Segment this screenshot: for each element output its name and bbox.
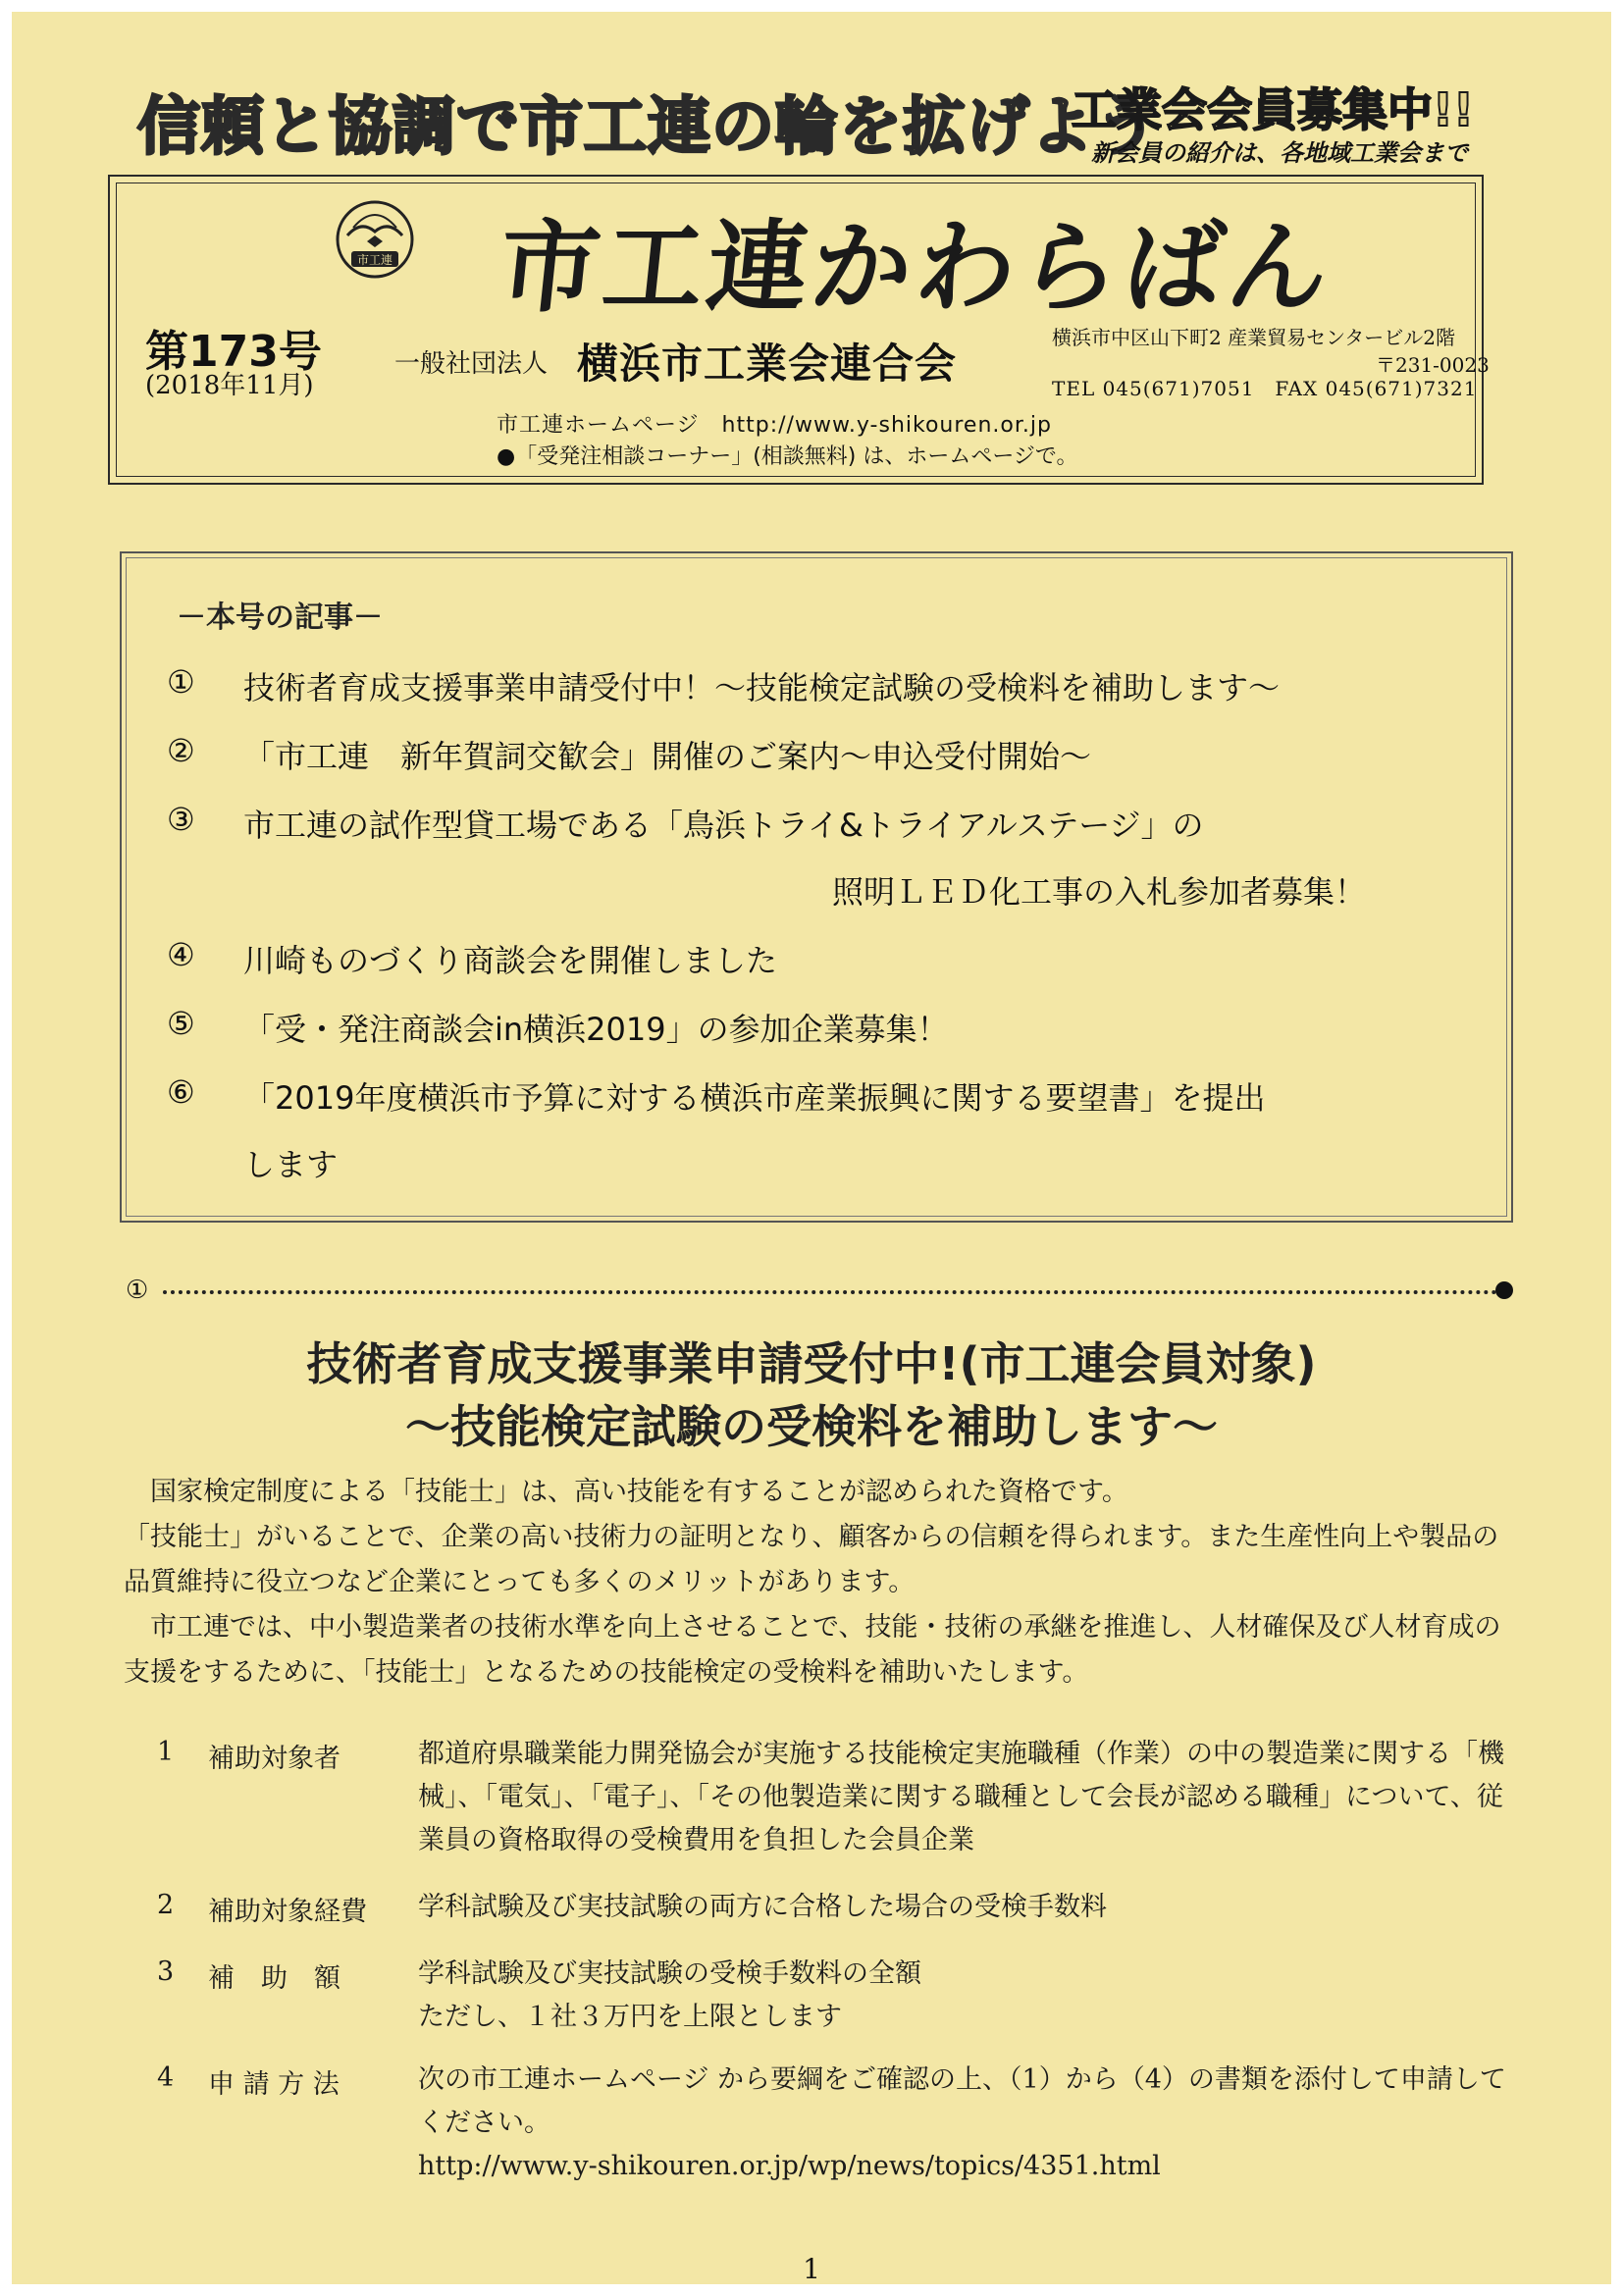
term-label: 補 助 額 — [208, 1963, 340, 1994]
homepage-link[interactable]: 市工連ホームページ http://www.y-shikouren.or.jp — [497, 413, 1052, 438]
toc-item-number: ② — [167, 732, 195, 769]
terms-url-link[interactable]: http://www.y-shikouren.or.jp/wp/news/topics/4351.html — [418, 2151, 1161, 2181]
section-divider — [163, 1290, 1497, 1294]
organization-name: 横浜市工業会連合会 — [577, 339, 958, 388]
term-label: 補助対象者 — [208, 1744, 340, 1774]
toc-item-text: 「受・発注商談会in横浜2019」の参加企業募集！ — [243, 1011, 949, 1048]
contents-title: －本号の記事－ — [177, 600, 383, 635]
toc-item-text: 照明ＬＥＤ化工事の入札参加者募集！ — [832, 873, 1367, 911]
organization-type: 一般社団法人 — [394, 349, 549, 379]
term-label: 補助対象経費 — [208, 1897, 367, 1927]
section-number: ① — [126, 1276, 149, 1305]
article-subheadline: ～技能検定試験の受検料を補助します～ — [405, 1400, 1218, 1453]
toc-item-number: ⑥ — [167, 1073, 195, 1111]
term-value: 次の市工連ホームページ から要綱をご確認の上、（1）から（4）の書類を添付して申請してください。 — [418, 2064, 1506, 2138]
page-number: 1 — [803, 2253, 820, 2285]
term-label: 申 請 方 法 — [208, 2069, 340, 2100]
member-recruit-note: 新会員の紹介は、各地域工業会まで — [1091, 139, 1468, 167]
term-number: 4 — [157, 2062, 175, 2093]
article-headline: 技術者育成支援事業申請受付中!(市工連会員対象) — [306, 1337, 1317, 1390]
term-value: 学科試験及び実技試験の受検手数料の全額 — [418, 1958, 921, 1989]
toc-item-text: します — [243, 1146, 339, 1183]
divider-end-dot — [1495, 1281, 1513, 1299]
phone-fax: TEL 045(671)7051 FAX 045(671)7321 — [1052, 377, 1478, 400]
term-value: 学科試験及び実技試験の両方に合格した場合の受検手数料 — [418, 1892, 1107, 1922]
logo-text: 市工連 — [356, 253, 393, 267]
term-number: 2 — [157, 1890, 175, 1920]
member-recruit-banner: 工業会会員募集中!! — [1072, 83, 1474, 136]
organization-address: 横浜市中区山下町2 産業貿易センタービル2階 — [1052, 326, 1456, 349]
term-number: 3 — [157, 1957, 175, 1987]
toc-item-text: 「2019年度横浜市予算に対する横浜市産業振興に関する要望書」を提出 — [243, 1079, 1266, 1117]
toc-item-number: ③ — [167, 801, 195, 838]
article-paragraph: 国家検定制度による「技能士」は、高い技能を有することが認められた資格です。 — [150, 1477, 1128, 1507]
issue-number: 第173号 — [145, 327, 322, 377]
toc-item-number: ④ — [167, 936, 195, 973]
article-body — [124, 1470, 1509, 1696]
toc-item-text: 市工連の試作型貸工場である「鳥浜トライ&トライアルステージ」の — [243, 807, 1204, 844]
toc-item-text: 川崎ものづくり商談会を開催しました — [243, 942, 778, 979]
article-paragraph: 市工連では、中小製造業者の技術水準を向上させることで、技能・技術の承継を推進し、人材確保及び人材育成の支援をするために、「技能士」となるための技能検定の受検料を補助いたします。 — [124, 1612, 1501, 1688]
consultation-note: ●「受発注相談コーナー」(相談無料) は、ホームページで。 — [497, 444, 1078, 469]
toc-item-number: ① — [167, 663, 195, 701]
newsletter-title: 市工連かわらばん — [493, 209, 1338, 327]
toc-item-number: ⑤ — [167, 1005, 195, 1042]
slogan-heading: 信頼と協調で市工連の輪を拡げよう — [137, 90, 1158, 164]
issue-date: (2018年11月) — [145, 371, 314, 400]
postal-code: 〒231-0023 — [1376, 353, 1490, 377]
toc-item-text: 技術者育成支援事業申請受付中！～技能検定試験の受検料を補助します～ — [243, 669, 1281, 706]
term-number: 1 — [157, 1737, 175, 1767]
term-value: 都道府県職業能力開発協会が実施する技能検定実施職種（作業）の中の製造業に関する「機械」、「電気」、「電子」、「その他製造業に関する職種として会長が認める職種」について、従業員の資格取得の受検費用を負担した会員企業 — [418, 1739, 1504, 1855]
toc-item-text: 「市工連 新年賀詞交歓会」開催のご案内～申込受付開始～ — [243, 738, 1092, 775]
term-value-note: ただし、１社３万円を上限とします — [418, 2002, 842, 2032]
article-paragraph: 「技能士」がいることで、企業の高い技術力の証明となり、顧客からの信頼を得られます。また生産性向上や製品の品質維持に役立つなど企業にとっても多くのメリットがあります。 — [124, 1522, 1499, 1597]
association-logo-icon — [334, 198, 416, 281]
